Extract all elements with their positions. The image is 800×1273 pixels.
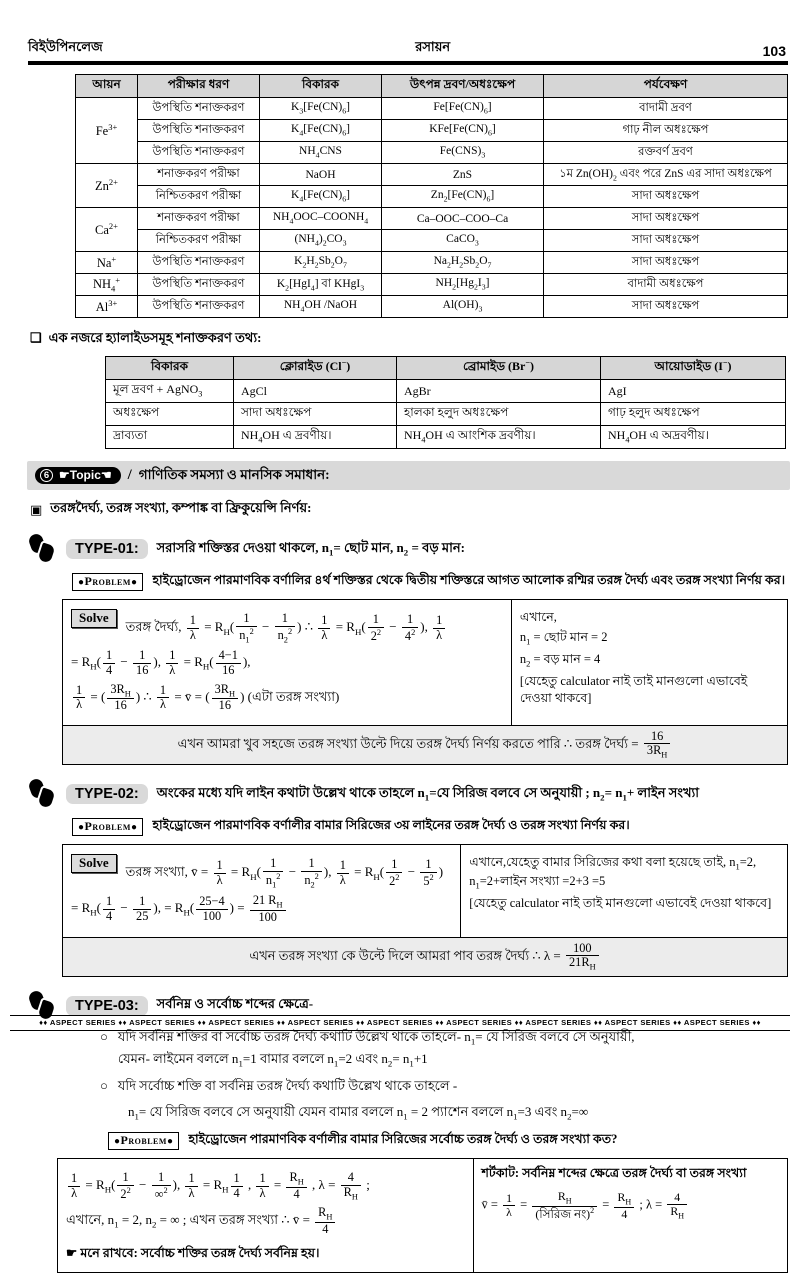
table-row xyxy=(76,274,788,296)
type-01-description: সরাসরি শক্তিস্তর দেওয়া থাকলে, $n_1=$ ছোট মান, $n_2$ = বড় মান: xyxy=(156,539,465,558)
halide-section-title: ❏ এক নজরে হ্যালাইডসমূহ শনাক্তকরণ তথ্য: xyxy=(30,330,262,345)
table-cell: সাদা অধঃক্ষেপ xyxy=(544,296,788,318)
column-header: ক্লোরাইড (Cl−) xyxy=(234,357,397,380)
ion-cell: $Ca^{2+}$ xyxy=(76,208,138,252)
table-row xyxy=(76,98,788,120)
ion-cell: Na+ xyxy=(76,252,138,274)
problem-badge: ●Problem● xyxy=(72,818,143,836)
dot-icon: ● xyxy=(130,822,138,834)
type-02-problem xyxy=(72,817,800,837)
table-row xyxy=(106,403,786,426)
table-cell: বাদামী দ্রবণ xyxy=(544,98,788,120)
dot-icon: ● xyxy=(130,577,138,588)
table-cell: $Fe(CNS)_3$ xyxy=(382,142,544,164)
slash-divider: / xyxy=(127,467,132,483)
table-cell: বাদামী অধঃক্ষেপ xyxy=(544,274,788,296)
header-rule xyxy=(28,61,788,65)
table-cell: উপস্থিতি শনাক্তকরণ xyxy=(138,252,260,274)
table-cell: শনাক্তকরণ পরীক্ষা xyxy=(138,164,260,186)
problem-badge: ●Problem● xyxy=(108,1132,179,1150)
solution-notes xyxy=(461,845,787,937)
pen-nib-icon xyxy=(30,778,57,810)
text-line: $n_2$ = বড় মান = 4 xyxy=(519,651,601,669)
column-header: বিকারক xyxy=(260,75,382,98)
table-cell: হালকা হলুদ অধঃক্ষেপ xyxy=(397,403,601,426)
solve-label: Solve xyxy=(71,854,117,873)
solution-steps xyxy=(63,845,461,937)
remember-note: ☛ মনে রাখবে: সর্বোচ্চ শক্তির তরঙ্গ দৈর্ঘ্য সর্বনিম্ন হয়। xyxy=(66,1245,320,1260)
table-row xyxy=(76,252,788,274)
column-header: পরীক্ষার ধরণ xyxy=(138,75,260,98)
pen-nib-icon xyxy=(30,533,57,565)
table-cell: $K_4[Fe(CN)_6]$ xyxy=(260,186,382,208)
table-cell: AgBr xyxy=(397,380,601,403)
table-cell: $K_3[Fe(CN)_6]$ xyxy=(260,98,382,120)
table-row xyxy=(76,208,788,230)
page-header xyxy=(28,38,786,59)
table-row xyxy=(76,230,788,252)
solution-steps xyxy=(58,1159,474,1272)
type-01-label: TYPE-01: xyxy=(66,539,148,559)
book-title: বিইউপিনলেজ xyxy=(28,39,103,54)
table-cell: AgCl xyxy=(234,380,397,403)
textbook-page xyxy=(0,38,800,1260)
table-row xyxy=(76,186,788,208)
text-line: তরঙ্গ সংখ্যা, v̄ = $\frac{1}{\lambda}$ = $R_H$( $\frac{1}{n_1^2}$ − $\frac{1}{n_2^2}$ ), $\frac{1}{\lambda}$ = $R_H$( $\frac{1}{2^2}$ − $\frac{1}{5^2}$ ) xyxy=(125,856,444,890)
type-03-section xyxy=(0,990,800,1273)
solution-steps xyxy=(63,600,512,725)
table-cell: মূল দ্রবণ + AgNO$_3$ xyxy=(106,380,234,403)
text-line: [যেহেতু calculator নাই তাই মানগুলো এভাবেই দেওয়া থাকবে] xyxy=(469,896,772,910)
subtopic-heading: ▣ তরঙ্গদৈর্ঘ্য, তরঙ্গ সংখ্যা, কম্পাঙ্ক বা ফ্রিকুয়েন্সি নির্ণয়: xyxy=(30,500,312,517)
column-header: আয়োডাইড (I−) xyxy=(601,357,786,380)
type-01-section xyxy=(0,533,800,765)
type-01-heading xyxy=(30,533,800,565)
solution-notes xyxy=(512,600,787,725)
table-cell: $Zn_2[Fe(CN)_6]$ xyxy=(382,186,544,208)
table-cell: অধঃক্ষেপ xyxy=(106,403,234,426)
column-header: আয়ন xyxy=(76,75,138,98)
table-row xyxy=(76,120,788,142)
text-line: $\frac{1}{\lambda}$ = $R_H$( $\frac{1}{2^2}$ − $\frac{1}{\infty^2}$ ), $\frac{1}{\lambda}$ = $R_H$ $\frac{1}{4}$ , $\frac{1}{\lambda}$ = $\frac{R_H}{4}$ , λ = $\frac{4}{R_H}$ ; xyxy=(66,1171,465,1201)
table-cell: $Fe[Fe(CN)_6]$ xyxy=(382,98,544,120)
type-02-section xyxy=(0,778,800,977)
column-header: ব্রোমাইড (Br−) xyxy=(397,357,601,380)
table-cell: Ca–OOC–COO–Ca xyxy=(382,208,544,230)
table-cell: সাদা অধঃক্ষেপ xyxy=(544,252,788,274)
table-cell: $Na_2H_2Sb_2O_7$ xyxy=(382,252,544,274)
table-cell: $NH_4OH$ এ আংশিক দ্রবণীয়। xyxy=(397,426,601,449)
rule-bullet-2-continued: $n_1=$ যে সিরিজ বলবে সে অনুযায়ী যেমন বামার বললে $n_1 = 2$ প্যাশেন বললে $n_1=3$ এবং $n_2=\infty$ xyxy=(128,1104,589,1122)
table-cell: CaCO$_3$ xyxy=(382,230,544,252)
table-cell: $KFe[Fe(CN)_6]$ xyxy=(382,120,544,142)
ion-cell: $Zn^{2+}$ xyxy=(76,164,138,208)
dot-icon: ● xyxy=(166,1136,174,1148)
shortcut-formula: v̄ = $\frac{1}{\lambda}$ = $\frac{R_H}{(সিরিজ নং)^2}$ = $\frac{R_H}{4}$ ; λ = $\frac{4}{R_H}$ xyxy=(482,1190,779,1221)
topic-number-icon: 6 xyxy=(40,469,53,482)
table-cell: উপস্থিতি শনাক্তকরণ xyxy=(138,296,260,318)
table-cell: $NH_4OH$ এ অদ্রবণীয়। xyxy=(601,426,786,449)
text-line: = $R_H$( $\frac{1}{4}$ − $\frac{1}{25}$ ), = $R_H$( $\frac{25-4}{100}$ ) = $\frac{21 R_H}{100}$ xyxy=(71,894,452,924)
type-03-description: সর্বনিম্ন ও সর্বোচ্চ শব্দের ক্ষেত্রে- xyxy=(156,996,314,1012)
square-bullet-icon: ❏ xyxy=(30,330,42,345)
column-header: পর্যবেক্ষণ xyxy=(544,75,788,98)
table-row xyxy=(106,426,786,449)
table-cell: উপস্থিতি শনাক্তকরণ xyxy=(138,120,260,142)
table-row xyxy=(106,380,786,403)
table-row xyxy=(76,164,788,186)
table-cell: $K_2[HgI_4]$ বা KHgI$_3$ xyxy=(260,274,382,296)
table-cell: $NH_4OH$ /NaOH xyxy=(260,296,382,318)
text-line: $n_1$ = ছোট মান = 2 xyxy=(519,629,608,647)
text-line: এখানে, $n_1 = 2$, $n_2$ = ∞ ; এখন তরঙ্গ সংখ্যা ∴ v̄ = $\frac{R_H}{4}$ xyxy=(66,1206,465,1236)
pointing-hand-icon: ☛ xyxy=(66,1245,78,1260)
table-cell: ZnS xyxy=(382,164,544,186)
text-line: তরঙ্গ দৈর্ঘ্য, $\frac{1}{\lambda}$ = $R_H$( $\frac{1}{n_1^2}$ − $\frac{1}{n_2^2}$ ) ∴ $\frac{1}{\lambda}$ = $R_H$( $\frac{1}{2^2}$ − $\frac{1}{4^2}$ ), $\frac{1}{\lambda}$ xyxy=(71,612,503,644)
text-line: = $R_H$( $\frac{1}{4}$ − $\frac{1}{16}$ ), $\frac{1}{\lambda}$ = $R_H$( $\frac{4-1}{16}$ ), xyxy=(71,648,251,677)
conclusion-bar: এখন আমরা খুব সহজে তরঙ্গ সংখ্যা উল্টে দিয়ে তরঙ্গ দৈর্ঘ্য নির্ণয় করতে পারি ∴ তরঙ্গ দৈর্ঘ্য = $\frac{16}{3R_H}$ xyxy=(63,725,787,764)
type-02-label: TYPE-02: xyxy=(66,784,148,804)
type-03-label: TYPE-03: xyxy=(66,996,148,1016)
dot-icon: ● xyxy=(78,577,85,588)
table-cell: গাঢ় নীল অধঃক্ষেপ xyxy=(544,120,788,142)
text-line: $\frac{1}{\lambda}$ = ( $\frac{3R_H}{16}$ ) ∴ $\frac{1}{\lambda}$ = v̄ = ( $\frac{3R_H}{16}$ ) (এটা তরঙ্গ সংখ্যা) xyxy=(71,683,503,713)
table-cell: উপস্থিতি শনাক্তকরণ xyxy=(138,98,260,120)
page-number: 103 xyxy=(762,43,786,59)
halide-identification-table xyxy=(105,356,786,449)
table-cell: সাদা অধঃক্ষেপ xyxy=(544,186,788,208)
rule-bullet-2: ○ যদি সর্বোচ্চ শক্তি বা সর্বনিম্ন তরঙ্গ দৈর্ঘ্য কথাটি উল্লেখ থাকে তাহলে - xyxy=(100,1076,800,1096)
table-cell: $NH_4OH$ এ দ্রবণীয়। xyxy=(234,426,397,449)
topic-pill xyxy=(35,467,121,484)
conclusion-bar: এখন তরঙ্গ সংখ্যা কে উল্টে দিলে আমরা পাব তরঙ্গ দৈর্ঘ্য ∴ λ = $\frac{100}{21R_H}$ xyxy=(63,937,787,976)
boxed-square-icon: ▣ xyxy=(30,501,43,517)
problem-text: হাইড্রোজেন পারমাণবিক বর্ণালীর বামার সিরিজের সর্বোচ্চ তরঙ্গ দৈর্ঘ্য ও তরঙ্গ সংখ্যা কত? xyxy=(188,1132,618,1147)
type-03-solve-box xyxy=(57,1158,788,1273)
table-cell: নিশ্চিতকরণ পরীক্ষা xyxy=(138,230,260,252)
type-01-problem xyxy=(72,572,800,592)
type-02-solve-box xyxy=(62,844,788,977)
ion-cell: $Al^{3+}$ xyxy=(76,296,138,318)
circle-bullet-icon: ○ xyxy=(100,1077,108,1093)
text-line: [যেহেতু calculator নাই তাই মানগুলো এভাবেই দেওয়া থাকবে] xyxy=(519,673,748,705)
table-cell: দ্রাব্যতা xyxy=(106,426,234,449)
circle-bullet-icon: ○ xyxy=(100,1028,108,1044)
table-cell: AgI xyxy=(601,380,786,403)
table-cell: ১ম $Zn(OH)_2$ এবং পরে ZnS এর সাদা অধঃক্ষেপ xyxy=(544,164,788,186)
ion-identification-table xyxy=(75,74,788,318)
footer-series-strip: ♦♦ ASPECT SERIES ♦♦ ASPECT SERIES ♦♦ ASPECT SERIES ♦♦ ASPECT SERIES ♦♦ ASPECT SERIES ♦♦ ASPECT SERIES ♦♦ ASPECT SERIES ♦♦ ASPECT SERIES ♦♦ ASPECT SERIES ♦♦ xyxy=(10,1015,790,1031)
dot-icon: ● xyxy=(78,822,85,834)
table-cell: সাদা অধঃক্ষেপ xyxy=(544,208,788,230)
type-02-heading xyxy=(30,778,800,810)
rule-bullet-1: ○ যদি সর্বনিম্ন শক্তির বা সর্বোচ্চ তরঙ্গ দৈর্ঘ্য কথাটি উল্লেখ থাকে তাহলে- $n_1=$ যে সিরিজ বলবে সে অনুযায়ী, যেমন- লাইমেন বললে $n_1=1$ বামার বললে $n_1=2$ এবং $n_2= n_1+1$ xyxy=(100,1027,800,1071)
column-header: উৎপন্ন দ্রবণ/অধঃক্ষেপ xyxy=(382,75,544,98)
table-cell: $NH_4CNS$ xyxy=(260,142,382,164)
table-cell: সাদা অধঃক্ষেপ xyxy=(544,230,788,252)
problem-text: হাইড্রোজেন পারমাণবিক বর্ণালির ৪র্থ শক্তিস্তর থেকে দ্বিতীয় শক্তিস্তরে আগত আলোক রশ্মির তরঙ্গ দৈর্ঘ্য এবং তরঙ্গ সংখ্যা নির্ণয় কর। xyxy=(152,573,786,587)
type-02-description: অংকের মধ্যে যদি লাইন কথাটা উল্লেখ থাকে তাহলে $n_1=যে$ সিরিজ বলবে সে অনুযায়ী ; $n_2= n_1+$ লাইন সংখ্যা xyxy=(156,784,700,803)
type-03-problem xyxy=(108,1131,800,1151)
text-line: এখানে, xyxy=(519,610,557,624)
table-header-row xyxy=(106,357,786,380)
table-cell: $Al(OH)_3$ xyxy=(382,296,544,318)
table-header-row xyxy=(76,75,788,98)
table-row xyxy=(76,296,788,318)
ion-cell: $NH_4^+$ xyxy=(76,274,138,296)
dot-icon: ● xyxy=(114,1136,121,1148)
subject-title: রসায়ন xyxy=(415,39,451,54)
table-cell: $(NH_4)_2CO_3$ xyxy=(260,230,382,252)
solve-label: Solve xyxy=(71,609,117,628)
table-cell: শনাক্তকরণ পরীক্ষা xyxy=(138,208,260,230)
table-cell: NaOH xyxy=(260,164,382,186)
type-01-solve-box xyxy=(62,599,788,765)
table-cell: $NH_4OOC-COONH_4$ xyxy=(260,208,382,230)
table-cell: উপস্থিতি শনাক্তকরণ xyxy=(138,142,260,164)
text-line: এখানে,যেহেতু বামার সিরিজের কথা বলা হয়েছে তাই, $n_1=2$, $n_1=2+লাইন$ সংখ্যা =2+3 =5 xyxy=(469,855,757,891)
topic-pill-label: ☛Topic☚ xyxy=(59,468,112,482)
problem-text: হাইড্রোজেন পারমাণবিক বর্ণালীর বামার সিরিজের ৩য় লাইনের তরঙ্গ দৈর্ঘ্য ও তরঙ্গ সংখ্যা নির্ণয় কর। xyxy=(152,818,630,833)
table-cell: গাঢ় হলুদ অধঃক্ষেপ xyxy=(601,403,786,426)
table-cell: রক্তবর্ণ দ্রবণ xyxy=(544,142,788,164)
problem-badge: ●Problem● xyxy=(72,573,143,591)
shortcut-title: শর্টকাট: সর্বনিম্ন শব্দের ক্ষেত্রে তরঙ্গ দৈর্ঘ্য বা তরঙ্গ সংখ্যা xyxy=(481,1166,747,1181)
table-cell: $K_2H_2Sb_2O_7$ xyxy=(260,252,382,274)
table-cell: $K_4[Fe(CN)_6]$ xyxy=(260,120,382,142)
table-cell: সাদা অধঃক্ষেপ xyxy=(234,403,397,426)
table-cell: $NH_2[Hg_2I_3]$ xyxy=(382,274,544,296)
ion-cell: $Fe^{3+}$ xyxy=(76,98,138,164)
column-header: বিকারক xyxy=(106,357,234,380)
shortcut-panel xyxy=(474,1159,787,1272)
topic-title: গাণিতিক সমস্যা ও মানসিক সমাধান: xyxy=(138,467,330,482)
table-row xyxy=(76,142,788,164)
topic-bar xyxy=(27,461,790,490)
table-cell: নিশ্চিতকরণ পরীক্ষা xyxy=(138,186,260,208)
table-cell: উপস্থিতি শনাক্তকরণ xyxy=(138,274,260,296)
